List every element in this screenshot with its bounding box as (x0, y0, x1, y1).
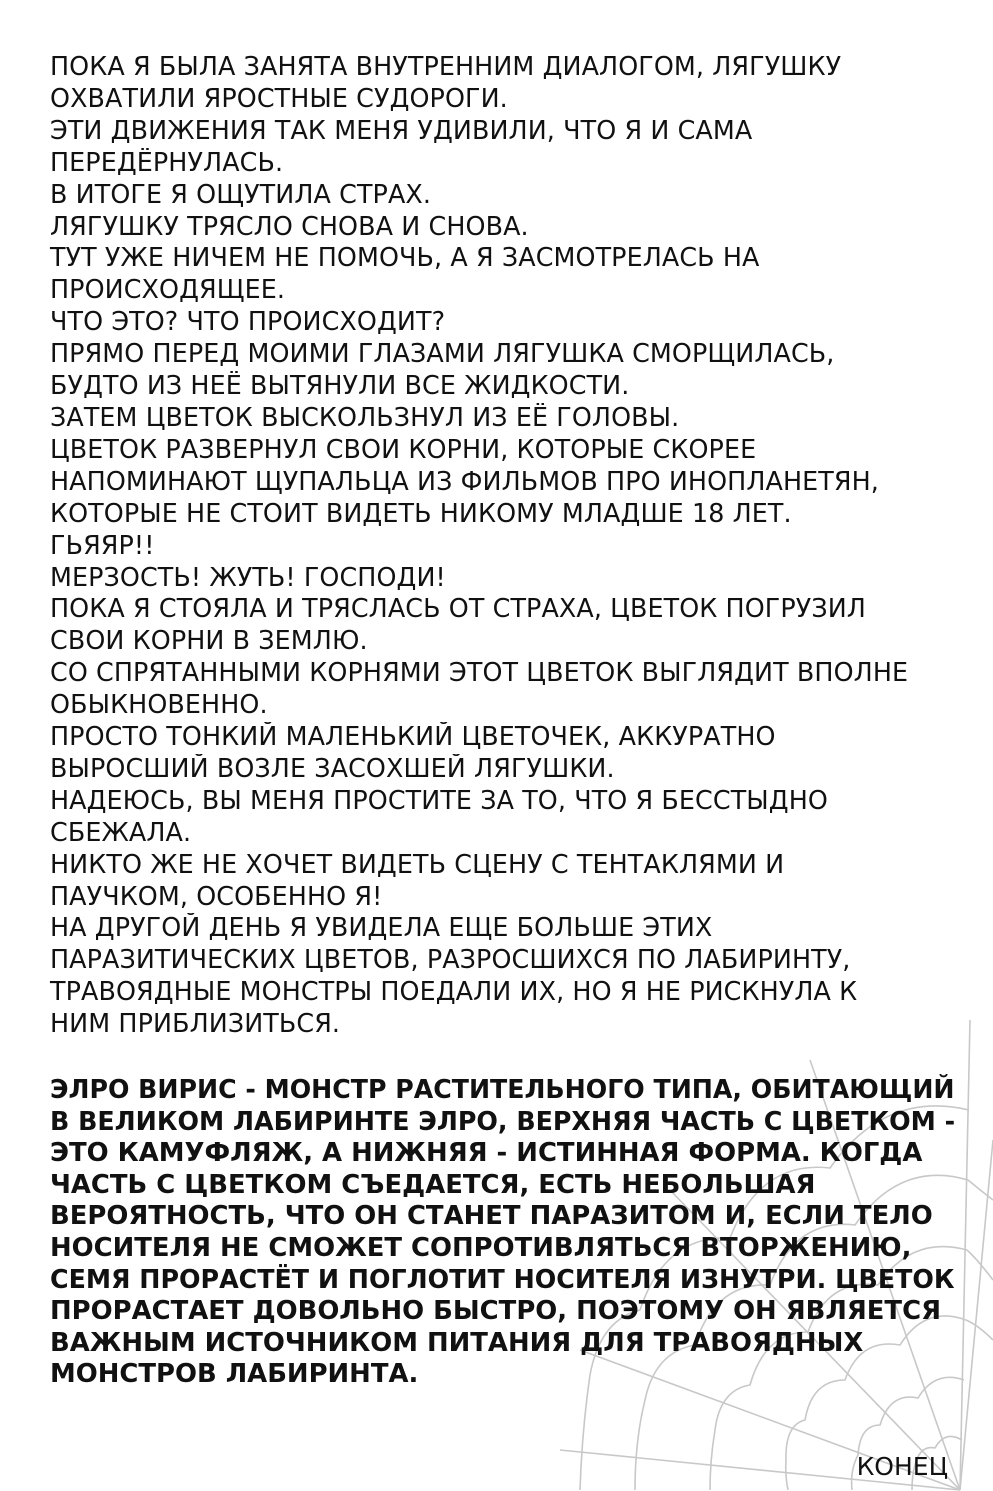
note-line: СЕМЯ ПРОРАСТЁТ И ПОГЛОТИТ НОСИТЕЛЯ ИЗНУТРИ. ЦВЕТОК (50, 1264, 955, 1295)
note-line: ВАЖНЫМ ИСТОЧНИКОМ ПИТАНИЯ ДЛЯ ТРАВОЯДНЫХ (50, 1327, 864, 1358)
note-line: ЧАСТЬ С ЦВЕТКОМ СЪЕДАЕТСЯ, ЕСТЬ НЕБОЛЬШАЯ (50, 1169, 816, 1200)
story-line: НАДЕЮСЬ, ВЫ МЕНЯ ПРОСТИТЕ ЗА ТО, ЧТО Я БЕССТЫДНО (50, 785, 828, 816)
story-line: ПРОСТО ТОНКИЙ МАЛЕНЬКИЙ ЦВЕТОЧЕК, АККУРАТНО (50, 722, 776, 753)
note-line: В ВЕЛИКОМ ЛАБИРИНТЕ ЭЛРО, ВЕРХНЯЯ ЧАСТЬ С ЦВЕТКОМ - (50, 1106, 956, 1137)
story-line: ТРАВОЯДНЫЕ МОНСТРЫ ПОЕДАЛИ ИХ, НО Я НЕ РИСКНУЛА К (50, 977, 858, 1008)
note-line: МОНСТРОВ ЛАБИРИНТА. (50, 1359, 419, 1390)
story-line: ЧТО ЭТО? ЧТО ПРОИСХОДИТ? (50, 307, 446, 338)
story-line: НАПОМИНАЮТ ЩУПАЛЬЦА ИЗ ФИЛЬМОВ ПРО ИНОПЛАНЕТЯН, (50, 466, 879, 497)
story-line: ПРЯМО ПЕРЕД МОИМИ ГЛАЗАМИ ЛЯГУШКА СМОРЩИЛАСЬ, (50, 339, 835, 370)
note-line: НОСИТЕЛЯ НЕ СМОЖЕТ СОПРОТИВЛЯТЬСЯ ВТОРЖЕНИЮ, (50, 1232, 912, 1263)
story-line: НА ДРУГОЙ ДЕНЬ Я УВИДЕЛА ЕЩЕ БОЛЬШЕ ЭТИХ (50, 913, 713, 944)
story-line: ВЫРОСШИЙ ВОЗЛЕ ЗАСОХШЕЙ ЛЯГУШКИ. (50, 753, 615, 784)
note-line: ПРОРАСТАЕТ ДОВОЛЬНО БЫСТРО, ПОЭТОМУ ОН ЯВЛЯЕТСЯ (50, 1296, 941, 1327)
story-line: СВОИ КОРНИ В ЗЕМЛЮ. (50, 626, 368, 657)
story-line: ОХВАТИЛИ ЯРОСТНЫЕ СУДОРОГИ. (50, 83, 508, 114)
story-line: БУДТО ИЗ НЕЁ ВЫТЯНУЛИ ВСЕ ЖИДКОСТИ. (50, 371, 630, 402)
story-line: ПАРАЗИТИЧЕСКИХ ЦВЕТОВ, РАЗРОСШИХСЯ ПО ЛАБИРИНТУ, (50, 945, 851, 976)
story-line: ТУТ УЖЕ НИЧЕМ НЕ ПОМОЧЬ, А Я ЗАСМОТРЕЛАСЬ НА (50, 243, 760, 274)
story-line: ГЬЯЯР!! (50, 530, 155, 561)
story-text (50, 52, 960, 1041)
bestiary-note (50, 1075, 960, 1391)
story-line: НИКТО ЖЕ НЕ ХОЧЕТ ВИДЕТЬ СЦЕНУ С ТЕНТАКЛЯМИ И (50, 849, 785, 880)
story-line: МЕРЗОСТЬ! ЖУТЬ! ГОСПОДИ! (50, 562, 446, 593)
story-line: ПОКА Я СТОЯЛА И ТРЯСЛАСЬ ОТ СТРАХА, ЦВЕТОК ПОГРУЗИЛ (50, 594, 866, 625)
story-line: ПАУЧКОМ, ОСОБЕННО Я! (50, 881, 383, 912)
story-line: ЛЯГУШКУ ТРЯСЛО СНОВА И СНОВА. (50, 211, 529, 242)
story-line: ПЕРЕДЁРНУЛАСЬ. (50, 147, 284, 178)
note-line: ЭЛРО ВИРИС - МОНСТР РАСТИТЕЛЬНОГО ТИПА, ОБИТАЮЩИЙ (50, 1075, 955, 1105)
story-line: НИМ ПРИБЛИЗИТЬСЯ. (50, 1009, 341, 1040)
story-line: КОТОРЫЕ НЕ СТОИТ ВИДЕТЬ НИКОМУ МЛАДШЕ 18 ЛЕТ. (50, 498, 792, 529)
story-line: ОБЫКНОВЕННО. (50, 690, 268, 721)
story-line: СО СПРЯТАННЫМИ КОРНЯМИ ЭТОТ ЦВЕТОК ВЫГЛЯДИТ ВПОЛНЕ (50, 658, 909, 689)
story-line: ЦВЕТОК РАЗВЕРНУЛ СВОИ КОРНИ, КОТОРЫЕ СКОРЕЕ (50, 434, 757, 465)
end-label: КОНЕЦ (856, 1452, 948, 1481)
story-line: ПРОИСХОДЯЩЕЕ. (50, 275, 286, 306)
note-line: ВЕРОЯТНОСТЬ, ЧТО ОН СТАНЕТ ПАРАЗИТОМ И, ЕСЛИ ТЕЛО (50, 1201, 933, 1232)
story-line: В ИТОГЕ Я ОЩУТИЛА СТРАХ. (50, 179, 432, 210)
story-line: ЗАТЕМ ЦВЕТОК ВЫСКОЛЬЗНУЛ ИЗ ЕЁ ГОЛОВЫ. (50, 402, 680, 433)
story-line: СБЕЖАЛА. (50, 817, 192, 848)
story-line: ЭТИ ДВИЖЕНИЯ ТАК МЕНЯ УДИВИЛИ, ЧТО Я И САМА (50, 115, 753, 146)
story-line: ПОКА Я БЫЛА ЗАНЯТА ВНУТРЕННИМ ДИАЛОГОМ, ЛЯГУШКУ (50, 52, 842, 82)
note-line: ЭТО КАМУФЛЯЖ, А НИЖНЯЯ - ИСТИННАЯ ФОРМА. КОГДА (50, 1138, 923, 1169)
